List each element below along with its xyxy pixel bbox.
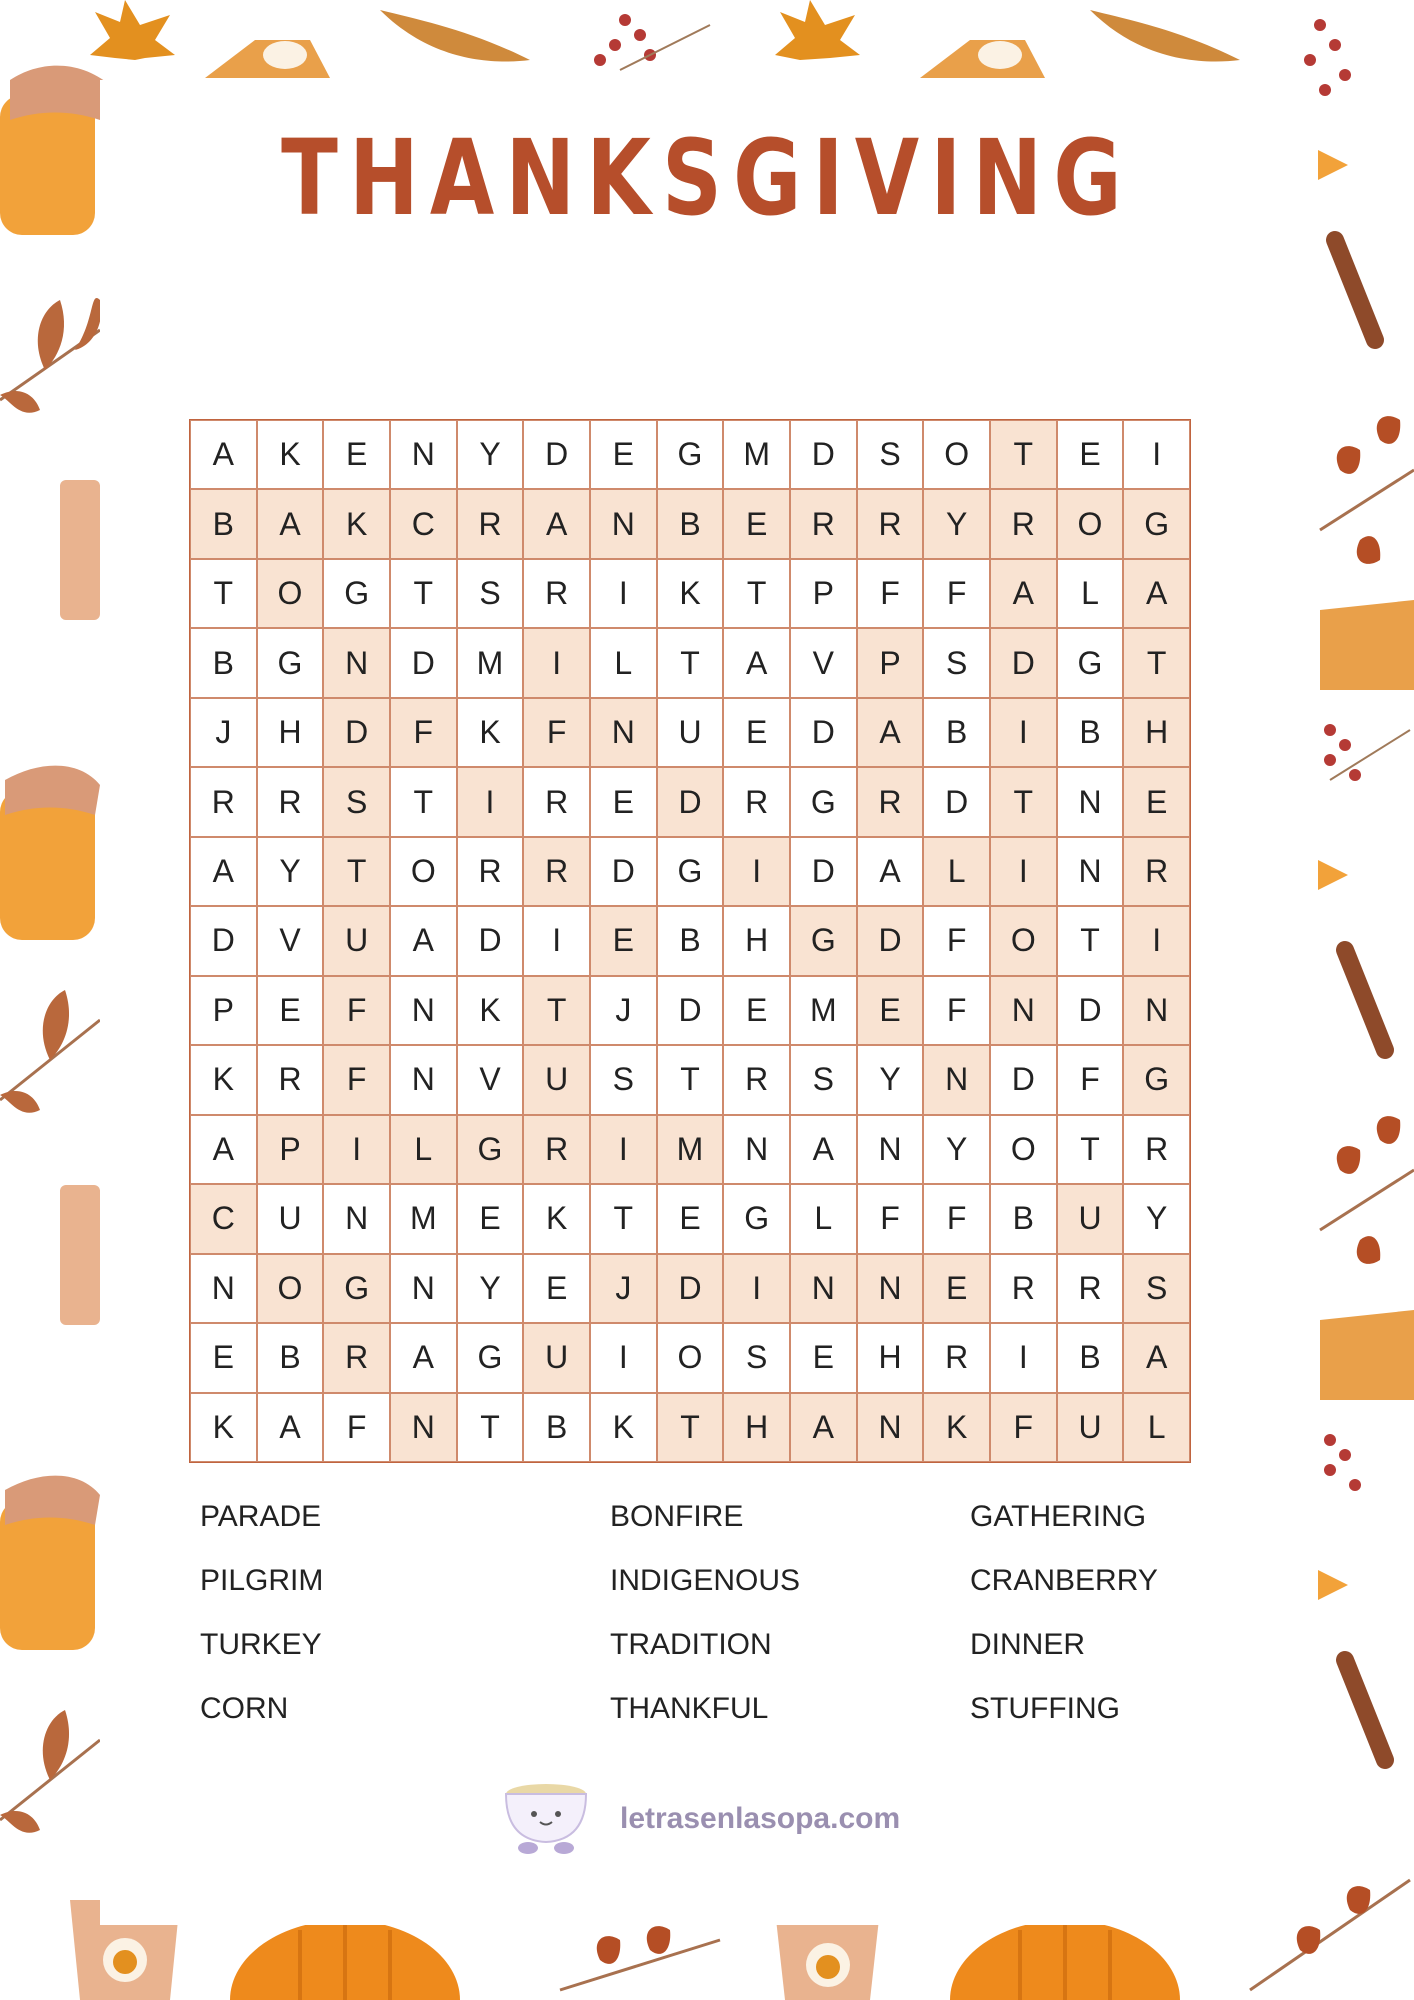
grid-cell[interactable]: I (990, 698, 1057, 767)
grid-cell[interactable]: T (657, 1393, 724, 1462)
grid-cell[interactable]: D (857, 906, 924, 975)
grid-cell[interactable]: U (323, 906, 390, 975)
grid-cell[interactable]: A (390, 906, 457, 975)
oak-leaf-icon (1090, 10, 1240, 62)
grid-cell[interactable]: R (523, 767, 590, 836)
grid-cell[interactable]: F (390, 698, 457, 767)
grid-cell[interactable]: A (723, 628, 790, 697)
grid-cell[interactable]: N (1057, 837, 1124, 906)
grid-cell[interactable]: E (923, 1254, 990, 1323)
grid-cell[interactable]: G (723, 1184, 790, 1253)
grid-cell[interactable]: G (1123, 489, 1190, 558)
grid-cell[interactable]: N (590, 489, 657, 558)
grid-cell[interactable]: G (657, 837, 724, 906)
grid-cell[interactable]: F (1057, 1045, 1124, 1114)
grid-cell[interactable]: A (857, 698, 924, 767)
grid-cell[interactable]: A (190, 837, 257, 906)
grid-cell[interactable]: F (323, 1393, 390, 1462)
maple-leaf-icon (90, 0, 175, 60)
grid-cell[interactable]: J (590, 1254, 657, 1323)
grid-cell[interactable]: S (790, 1045, 857, 1114)
grid-cell[interactable]: A (523, 489, 590, 558)
grid-cell[interactable]: K (257, 420, 324, 489)
grid-cell[interactable]: B (657, 906, 724, 975)
coffee-cup-icon (60, 480, 100, 620)
grid-cell[interactable]: Y (1123, 1184, 1190, 1253)
grid-cell[interactable]: R (457, 489, 524, 558)
grid-cell[interactable]: N (390, 1045, 457, 1114)
jam-jar-icon (0, 66, 110, 235)
grid-cell[interactable]: D (190, 906, 257, 975)
grid-cell[interactable]: U (657, 698, 724, 767)
grid-cell[interactable]: F (323, 976, 390, 1045)
grid-cell[interactable]: E (590, 906, 657, 975)
grid-cell[interactable]: J (590, 976, 657, 1045)
grid-cell[interactable]: T (990, 420, 1057, 489)
grid-cell[interactable]: R (257, 767, 324, 836)
grid-cell[interactable]: D (990, 1045, 1057, 1114)
grid-cell[interactable]: N (390, 1393, 457, 1462)
grid-cell[interactable]: O (390, 837, 457, 906)
autumn-branch-icon (1320, 416, 1414, 564)
grid-cell[interactable]: Y (857, 1045, 924, 1114)
grid-cell[interactable]: B (923, 698, 990, 767)
word-list-item: STUFFING (970, 1692, 1120, 1725)
grid-cell[interactable]: I (1123, 420, 1190, 489)
grid-cell[interactable]: U (523, 1323, 590, 1392)
grid-cell[interactable]: F (523, 698, 590, 767)
grid-cell[interactable]: T (1123, 628, 1190, 697)
cinnamon-stick-icon (1345, 950, 1385, 1050)
grid-cell[interactable]: H (1123, 698, 1190, 767)
grid-cell[interactable]: B (657, 489, 724, 558)
grid-cell[interactable]: V (257, 906, 324, 975)
grid-cell[interactable]: B (190, 489, 257, 558)
word-list-item: BONFIRE (610, 1500, 744, 1533)
grid-cell[interactable]: O (257, 559, 324, 628)
grid-cell[interactable]: N (857, 1393, 924, 1462)
grid-cell[interactable]: M (790, 976, 857, 1045)
grid-cell[interactable]: F (857, 1184, 924, 1253)
grid-cell[interactable]: O (990, 906, 1057, 975)
grid-cell[interactable]: Y (457, 1254, 524, 1323)
grid-cell[interactable]: N (857, 1115, 924, 1184)
word-list-item: DINNER (970, 1628, 1086, 1661)
grid-cell[interactable]: N (723, 1115, 790, 1184)
word-list-item: TRADITION (610, 1628, 772, 1661)
grid-cell[interactable]: T (390, 559, 457, 628)
grid-cell[interactable]: N (857, 1254, 924, 1323)
grid-cell[interactable]: I (523, 628, 590, 697)
pie-slice-icon (205, 40, 330, 78)
grid-cell[interactable]: G (790, 767, 857, 836)
grid-cell[interactable]: O (923, 420, 990, 489)
grid-cell[interactable]: E (457, 1184, 524, 1253)
grid-cell[interactable]: R (190, 767, 257, 836)
grid-cell[interactable]: G (790, 906, 857, 975)
grid-cell[interactable]: D (990, 628, 1057, 697)
grid-cell[interactable]: H (723, 1393, 790, 1462)
word-list (200, 1500, 1200, 1760)
grid-cell[interactable]: A (790, 1393, 857, 1462)
grid-cell[interactable]: A (390, 1323, 457, 1392)
grid-cell[interactable]: U (1057, 1184, 1124, 1253)
grid-cell[interactable]: L (1123, 1393, 1190, 1462)
grid-cell[interactable]: K (590, 1393, 657, 1462)
grid-cell[interactable]: G (257, 628, 324, 697)
pie-slice-icon (1320, 1310, 1414, 1400)
grid-cell[interactable]: C (190, 1184, 257, 1253)
grid-cell[interactable]: H (857, 1323, 924, 1392)
footer (0, 1780, 1414, 1860)
grid-cell[interactable]: A (857, 837, 924, 906)
word-list-item: CORN (200, 1692, 289, 1725)
grid-cell[interactable]: F (857, 559, 924, 628)
grid-cell[interactable]: G (323, 559, 390, 628)
grid-cell[interactable]: R (1057, 1254, 1124, 1323)
grid-cell[interactable]: S (323, 767, 390, 836)
grid-cell[interactable]: T (657, 628, 724, 697)
grid-cell[interactable]: G (457, 1323, 524, 1392)
grid-cell[interactable]: K (323, 489, 390, 558)
grid-cell[interactable]: I (457, 767, 524, 836)
word-search-grid (189, 419, 1191, 1463)
grid-cell[interactable]: E (523, 1254, 590, 1323)
grid-cell[interactable]: K (190, 1045, 257, 1114)
grid-cell[interactable]: G (1123, 1045, 1190, 1114)
autumn-branch-icon (560, 1926, 720, 1990)
grid-cell[interactable]: N (390, 1254, 457, 1323)
word-list-item: PARADE (200, 1500, 322, 1533)
grid-cell[interactable]: L (790, 1184, 857, 1253)
word-list-item: INDIGENOUS (610, 1564, 801, 1597)
grid-cell[interactable]: B (1057, 698, 1124, 767)
grid-cell[interactable]: T (390, 767, 457, 836)
grid-cell[interactable]: M (657, 1115, 724, 1184)
grid-cell[interactable]: T (590, 1184, 657, 1253)
triangle-flag-icon (1318, 860, 1348, 890)
grid-cell[interactable]: D (657, 1254, 724, 1323)
puzzle-title: THANKSGIVING (281, 117, 1133, 239)
grid-cell[interactable]: R (790, 489, 857, 558)
grid-cell[interactable]: K (190, 1393, 257, 1462)
grid-cell[interactable]: E (790, 1323, 857, 1392)
triangle-flag-icon (1318, 1570, 1348, 1600)
grid-cell[interactable]: I (723, 837, 790, 906)
grid-cell[interactable]: D (790, 420, 857, 489)
grid-cell[interactable]: T (990, 767, 1057, 836)
grid-cell[interactable]: B (1057, 1323, 1124, 1392)
soup-bowl-mascot-icon (498, 1780, 594, 1856)
grid-cell[interactable]: D (457, 906, 524, 975)
grid-cell[interactable]: H (257, 698, 324, 767)
berries-icon (1324, 724, 1410, 781)
grid-cell[interactable]: Y (923, 1115, 990, 1184)
grid-cell[interactable]: E (590, 767, 657, 836)
grid-cell[interactable]: I (990, 837, 1057, 906)
oak-leaf-icon (380, 10, 530, 62)
autumn-branch-icon (0, 990, 100, 1113)
word-list-item: GATHERING (970, 1500, 1147, 1533)
grid-cell[interactable]: A (1123, 1323, 1190, 1392)
grid-cell[interactable]: R (323, 1323, 390, 1392)
grid-cell[interactable]: E (323, 420, 390, 489)
pie-slice-icon (1320, 600, 1414, 690)
grid-cell[interactable]: I (590, 1115, 657, 1184)
grid-cell[interactable]: P (190, 976, 257, 1045)
grid-cell[interactable]: I (590, 559, 657, 628)
word-list-item: TURKEY (200, 1628, 322, 1661)
grid-cell[interactable]: M (457, 628, 524, 697)
grid-cell[interactable]: N (390, 976, 457, 1045)
grid-cell[interactable]: R (257, 1045, 324, 1114)
grid-cell[interactable]: T (657, 1045, 724, 1114)
jam-jar-icon (0, 1476, 100, 1650)
grid-cell[interactable]: E (1057, 420, 1124, 489)
grid-cell[interactable]: U (523, 1045, 590, 1114)
grid-cell[interactable]: R (857, 489, 924, 558)
grid-cell[interactable]: S (857, 420, 924, 489)
grid-cell[interactable]: K (657, 559, 724, 628)
grid-cell[interactable]: N (590, 698, 657, 767)
grid-cell[interactable]: Y (457, 420, 524, 489)
grid-cell[interactable]: K (457, 976, 524, 1045)
grid-cell[interactable]: E (657, 1184, 724, 1253)
grid-cell[interactable]: T (457, 1393, 524, 1462)
grid-cell[interactable]: T (1057, 906, 1124, 975)
cinnamon-stick-icon (1345, 1660, 1385, 1760)
grid-cell[interactable]: P (857, 628, 924, 697)
grid-cell[interactable]: G (323, 1254, 390, 1323)
website-link[interactable]: letrasenlasopa.com (620, 1802, 901, 1835)
grid-cell[interactable]: B (257, 1323, 324, 1392)
grid-cell[interactable]: E (190, 1323, 257, 1392)
grid-cell[interactable]: E (723, 698, 790, 767)
grid-cell[interactable]: F (323, 1045, 390, 1114)
grid-cell[interactable]: B (190, 628, 257, 697)
grid-cell[interactable]: H (723, 906, 790, 975)
grid-cell[interactable]: N (790, 1254, 857, 1323)
grid-cell[interactable]: F (923, 976, 990, 1045)
grid-cell[interactable]: N (990, 976, 1057, 1045)
cinnamon-stick-icon (1335, 240, 1375, 340)
jam-jar-icon (0, 766, 100, 940)
grid-cell[interactable]: A (190, 1115, 257, 1184)
pie-slice-icon (920, 40, 1045, 78)
grid-cell[interactable]: K (457, 698, 524, 767)
grid-cell[interactable]: A (257, 1393, 324, 1462)
grid-cell[interactable]: I (723, 1254, 790, 1323)
grid-cell[interactable]: U (257, 1184, 324, 1253)
grid-cell[interactable]: S (457, 559, 524, 628)
berries-icon (594, 14, 710, 70)
berries-icon (1324, 1434, 1361, 1491)
grid-cell[interactable]: R (523, 1115, 590, 1184)
grid-cell[interactable]: O (1057, 489, 1124, 558)
grid-cell[interactable]: M (723, 420, 790, 489)
grid-cell[interactable]: V (790, 628, 857, 697)
grid-cell[interactable]: A (990, 559, 1057, 628)
grid-cell[interactable]: M (390, 1184, 457, 1253)
grid-cell[interactable]: E (857, 976, 924, 1045)
grid-cell[interactable]: T (523, 976, 590, 1045)
grid-cell[interactable]: D (923, 767, 990, 836)
grid-cell[interactable]: T (1057, 1115, 1124, 1184)
autumn-branch-icon (1320, 1116, 1414, 1264)
grid-cell[interactable]: K (923, 1393, 990, 1462)
grid-cell[interactable]: U (1057, 1393, 1124, 1462)
grid-cell[interactable]: F (923, 906, 990, 975)
grid-cell[interactable]: R (857, 767, 924, 836)
grid-cell[interactable]: P (790, 559, 857, 628)
grid-cell[interactable]: N (923, 1045, 990, 1114)
grid-cell[interactable]: S (723, 1323, 790, 1392)
grid-cell[interactable]: D (790, 837, 857, 906)
grid-cell[interactable]: E (257, 976, 324, 1045)
grid-cell[interactable]: R (990, 1254, 1057, 1323)
grid-cell[interactable]: O (257, 1254, 324, 1323)
maple-leaf-icon (775, 0, 860, 60)
grid-cell[interactable]: S (1123, 1254, 1190, 1323)
grid-cell[interactable]: I (990, 1323, 1057, 1392)
grid-cell[interactable]: D (390, 628, 457, 697)
grid-cell[interactable]: E (590, 420, 657, 489)
grid-cell[interactable]: D (590, 837, 657, 906)
grid-cell[interactable]: N (323, 628, 390, 697)
grid-cell[interactable]: D (323, 698, 390, 767)
grid-cell[interactable]: T (323, 837, 390, 906)
grid-cell[interactable]: N (390, 420, 457, 489)
grid-cell[interactable]: D (657, 976, 724, 1045)
grid-cell[interactable]: L (390, 1115, 457, 1184)
grid-cell[interactable]: P (257, 1115, 324, 1184)
grid-cell[interactable]: D (1057, 976, 1124, 1045)
grid-cell[interactable]: I (1123, 906, 1190, 975)
grid-cell[interactable]: D (657, 767, 724, 836)
grid-cell[interactable]: E (1123, 767, 1190, 836)
coffee-cup-icon (60, 1185, 100, 1325)
grid-cell[interactable]: R (523, 837, 590, 906)
word-list-item: CRANBERRY (970, 1564, 1158, 1597)
grid-cell[interactable]: I (590, 1323, 657, 1392)
grid-cell[interactable]: R (723, 767, 790, 836)
grid-cell[interactable]: A (257, 489, 324, 558)
grid-cell[interactable]: O (657, 1323, 724, 1392)
grid-cell[interactable]: E (723, 489, 790, 558)
grid-cell[interactable]: A (190, 420, 257, 489)
grid-cell[interactable]: G (657, 420, 724, 489)
grid-cell[interactable]: J (190, 698, 257, 767)
grid-cell[interactable]: Y (923, 489, 990, 558)
grid-cell[interactable]: E (723, 976, 790, 1045)
grid-cell[interactable]: N (190, 1254, 257, 1323)
grid-cell[interactable]: N (1123, 976, 1190, 1045)
grid-cell[interactable]: C (390, 489, 457, 558)
grid-cell[interactable]: R (923, 1323, 990, 1392)
grid-cell[interactable]: R (1123, 837, 1190, 906)
grid-cell[interactable]: Y (257, 837, 324, 906)
triangle-flag-icon (1318, 150, 1348, 180)
grid-cell[interactable]: R (723, 1045, 790, 1114)
grid-cell[interactable]: K (523, 1184, 590, 1253)
grid-cell[interactable]: T (723, 559, 790, 628)
grid-cell[interactable]: S (590, 1045, 657, 1114)
grid-cell[interactable]: I (323, 1115, 390, 1184)
grid-cell[interactable]: F (923, 1184, 990, 1253)
grid-cell[interactable]: L (923, 837, 990, 906)
grid-cell[interactable]: A (790, 1115, 857, 1184)
grid-cell[interactable]: V (457, 1045, 524, 1114)
grid-cell[interactable]: R (523, 559, 590, 628)
grid-cell[interactable]: D (790, 698, 857, 767)
grid-cell[interactable]: F (923, 559, 990, 628)
grid-cell[interactable]: T (190, 559, 257, 628)
grid-cell[interactable]: L (590, 628, 657, 697)
pumpkin-icon (230, 1920, 460, 2000)
word-list-item: THANKFUL (610, 1692, 769, 1725)
word-list-item: PILGRIM (200, 1564, 324, 1597)
autumn-branch-icon (0, 298, 101, 413)
grid-cell[interactable]: G (457, 1115, 524, 1184)
grid-cell[interactable]: R (990, 489, 1057, 558)
grid-cell[interactable]: F (990, 1393, 1057, 1462)
grid-cell[interactable]: I (523, 906, 590, 975)
grid-cell[interactable]: R (457, 837, 524, 906)
grid-cell[interactable]: D (523, 420, 590, 489)
pumpkin-icon (950, 1920, 1180, 2000)
grid-cell[interactable]: O (990, 1115, 1057, 1184)
grid-cell[interactable]: R (1123, 1115, 1190, 1184)
grid-cell[interactable]: G (1057, 628, 1124, 697)
grid-cell[interactable]: L (1057, 559, 1124, 628)
grid-cell[interactable]: N (1057, 767, 1124, 836)
grid-cell[interactable]: B (523, 1393, 590, 1462)
grid-cell[interactable]: N (323, 1184, 390, 1253)
grid-cell[interactable]: S (923, 628, 990, 697)
grid-cell[interactable]: A (1123, 559, 1190, 628)
grid-cell[interactable]: B (990, 1184, 1057, 1253)
